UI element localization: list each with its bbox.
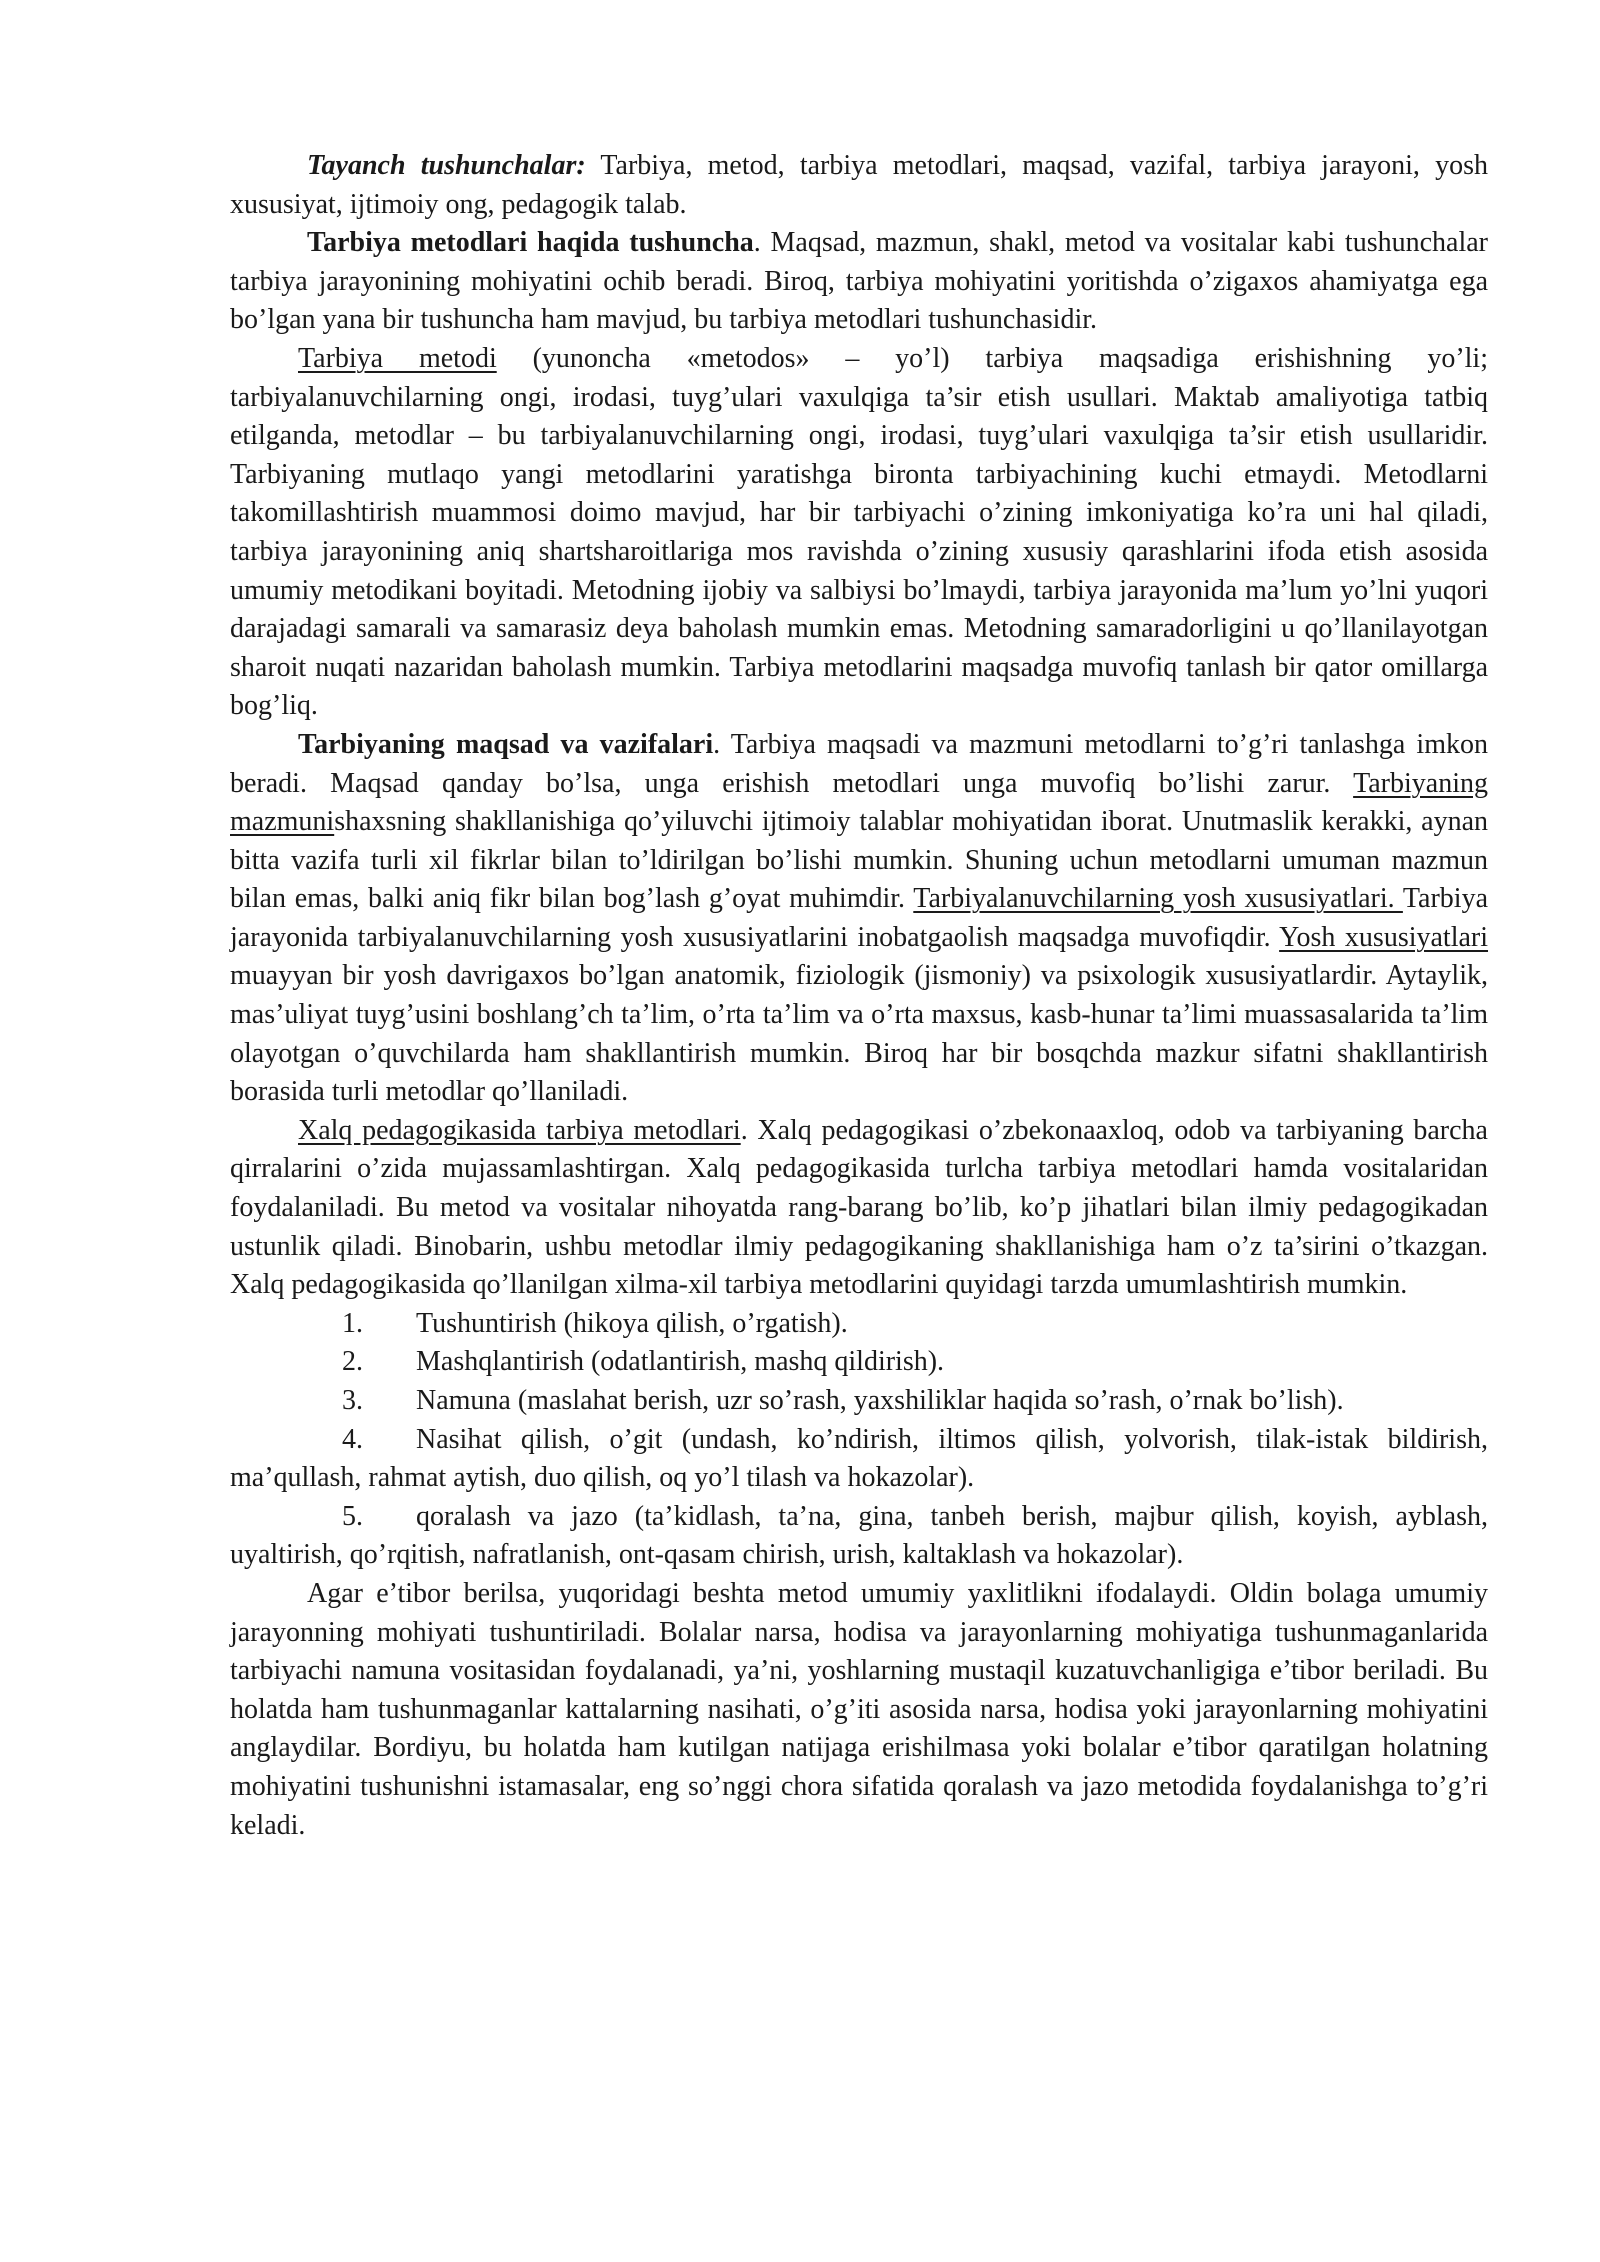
list-item-number: 5. (342, 1500, 363, 1532)
list-item-number: 3. (342, 1385, 363, 1416)
method-definition-term: Tarbiya metodi (298, 342, 497, 374)
goals-tasks-text-2: shaxsning shakllanishiga qo’yiluvchi ijtimoiy talablar mohiyatidan iborat. Unutmaslik kerakki, aynan bitta vazifa turli xil fikrlar bilan to’ldirilgan bo’lishi mumkin. Shuning uchun metodlarni umuman mazmun bilan emas, balki aniq fikr bilan bog’lash g’oyat muhimdir. (230, 806, 1488, 915)
key-concepts-text: Tarbiya, metod, tarbiya metodlari, maqsad, vazifal, tarbiya jarayoni, yosh xususiyat, ijtimoiy ong, pedagogik talab. (230, 150, 1488, 220)
goals-tasks-text-3: Tarbiya jarayonida tarbiyalanuvchilarning yosh xususiyatlarini inobatgaolish maqsadga muvofiqdir. (230, 883, 1488, 953)
list-item-text: qoralash va jazo (ta’kidlash, ta’na, gina, tanbeh berish, majbur qilish, koyish, ayblash, uyaltirish, qo’rqitish, nafratlanish, ont-qasam chirish, urish, kaltaklash va hokazolar). (230, 1500, 1488, 1571)
folk-pedagogy-term: Xalq pedagogikasida tarbiya metodlari (298, 1114, 741, 1146)
list-item-number: 2. (342, 1346, 363, 1378)
list-item (230, 1498, 1488, 1575)
list-item-text: Nasihat qilish, o’git (undash, ko’ndirish, iltimos qilish, yolvorish, tilak-istak bildirish, ma’qullash, rahmat aytish, duo qilish, oq yo’l tilash va hokazolar). (230, 1423, 1488, 1494)
conclusion-text: Agar e’tibor berilsa, yuqoridagi beshta metod umumiy yaxlitlikni ifodalaydi. Oldin bolaga umumiy jarayonning mohiyati tushuntiriladi. Bolalar narsa, hodisa va jarayonlarning mohiyatiga tushunmaganlarida tarbiyachi namuna vositasidan foydalanadi, ya’ni, yoshlarning mustaqil kuzatuvchanligiga e’tibor beriladi. Bu holatda ham tushunmaganlar kattalarning nasihati, o’g’iti asosida narsa, hodisa yoki jarayonlarning mohiyatini anglaydilar. Bordiyu, bu holatda ham kutilgan natijaga erishilmasa yoki bolalar e’tibor qaratilgan holatning mohiyatini tushunishni istamasalar, eng so’nggi chora sifatida qoralash va jazo metodida foydalanishga to’g’ri keladi. (230, 1577, 1488, 1841)
methods-concept-paragraph (230, 224, 1488, 340)
list-item-number: 4. (342, 1423, 363, 1455)
key-concepts-paragraph (230, 147, 1488, 224)
list-item (230, 1421, 1488, 1498)
list-item (230, 1343, 1488, 1382)
folk-pedagogy-text: . Xalq pedagogikasi o’zbekonaaxloq, odob va tarbiyaning barcha qirralarini o’zida mujassamlashtirgan. Xalq pedagogikasida turlcha tarbiya metodlari hamda vositalaridan foydalaniladi. Bu metod va vositalar nihoyatda rang-barang bo’lib, ko’p jihatlari bilan ilmiy pedagogikadan ustunlik qiladi. Binobarin, ushbu metodlar ilmiy pedagogikaning shakllanishiga ham o’z ta’sirini o’tkazgan. Xalq pedagogikasida qo’llanilgan xilma-xil tarbiya metodlarini quyidagi tarzda umumlashtirish mumkin. (230, 1114, 1488, 1301)
methods-concept-heading: Tarbiya metodlari haqida tushuncha (307, 227, 754, 259)
list-item-number: 1. (342, 1307, 363, 1339)
method-definition-text: (yunoncha «metodos» – yo’l) tarbiya maqsadiga erishishning yo’li; tarbiyalanuvchilarning ongi, irodasi, tuyg’ulari vaxulqiga ta’sir etish usullari. Maktab amaliyotiga tatbiq etilganda, metodlar – bu tarbiyalanuvchilarning ongi, irodasi, tuyg’ulari vaxulqiga ta’sir etish usullaridir. Tarbiyaning mutlaqo yangi metodlarini yaratishga bironta tarbiyachining kuchi etmaydi. Metodlarni takomillashtirish muammosi doimo mavjud, har bir tarbiyachi o’zining imkoniyatiga ko’ra uni hal qiladi, tarbiya jarayonining aniq shartsharoitlariga mos ravishda o’zining xususiy qarashlarini ifoda etish asosida umumiy metodikani boyitadi. Metodning ijobiy va salbiysi bo’lmaydi, tarbiya jarayonida ma’lum yo’lni yuqori darajadagi samarali va samarasiz deya baholash mumkin emas. Metodning samaradorligini u qo’llanilayotgan sharoit nuqati nazaridan baholash mumkin. Tarbiya metodlarini maqsadga muvofiq tanlash bir qator omillarga bog’liq. (230, 342, 1488, 722)
goals-tasks-text-4: muayyan bir yosh davrigaxos bo’lgan anatomik, fiziologik (jismoniy) va psixologik xususiyatlardir. Aytaylik, mas’uliyat tuyg’usini boshlang’ch ta’lim, o’rta ta’lim va o’rta maxsus, kasb-hunar ta’limi muassasalarida ta’lim olayotgan o’quvchilarda ham shakllantirish mumkin. Biroq har bir bosqchda mazkur sifatni shakllantirish borasida turli metodlar qo’llaniladi. (230, 960, 1488, 1108)
key-concepts-label: Tayanch tushunchalar: (307, 150, 586, 181)
goals-tasks-heading: Tarbiyaning maqsad va vazifalari (298, 728, 714, 760)
list-item-text: Tushuntirish (hikoya qilish, o’rgatish). (416, 1307, 848, 1339)
list-item-text: Namuna (maslahat berish, uzr so’rash, yaxshiliklar haqida so’rash, o’rnak bo’lish). (416, 1385, 1344, 1416)
goals-tasks-text-1: . Tarbiya maqsadi va mazmuni metodlarni to’g’ri tanlashga imkon beradi. Maqsad qanday bo’lsa, unga erishish metodlari unga muvofiq bo’lishi zarur. (230, 728, 1488, 799)
document-page (230, 147, 1488, 1845)
list-item (230, 1305, 1488, 1344)
conclusion-paragraph (230, 1575, 1488, 1845)
goals-tasks-paragraph (230, 726, 1488, 1112)
method-definition-paragraph (230, 340, 1488, 726)
age-features-term: Tarbiyalanuvchilarning yosh xususiyatlari. (913, 883, 1403, 915)
list-item-text: Mashqlantirish (odatlantirish, mashq qildirish). (416, 1346, 945, 1378)
methods-concept-text: . Maqsad, mazmun, shakl, metod va vositalar kabi tushunchalar tarbiya jarayonining mohiyatini ochib beradi. Biroq, tarbiya mohiyatini yoritishda o’zigaxos ahamiyatga ega bo’lgan yana bir tushuncha ham mavjud, bu tarbiya metodlari tushunchasidir. (230, 227, 1488, 336)
folk-pedagogy-paragraph (230, 1112, 1488, 1305)
age-features-term-2: Yosh xususiyatlari (1279, 921, 1489, 953)
list-item (230, 1382, 1488, 1421)
content-term: Tarbiyaning mazmuni (230, 767, 1488, 838)
